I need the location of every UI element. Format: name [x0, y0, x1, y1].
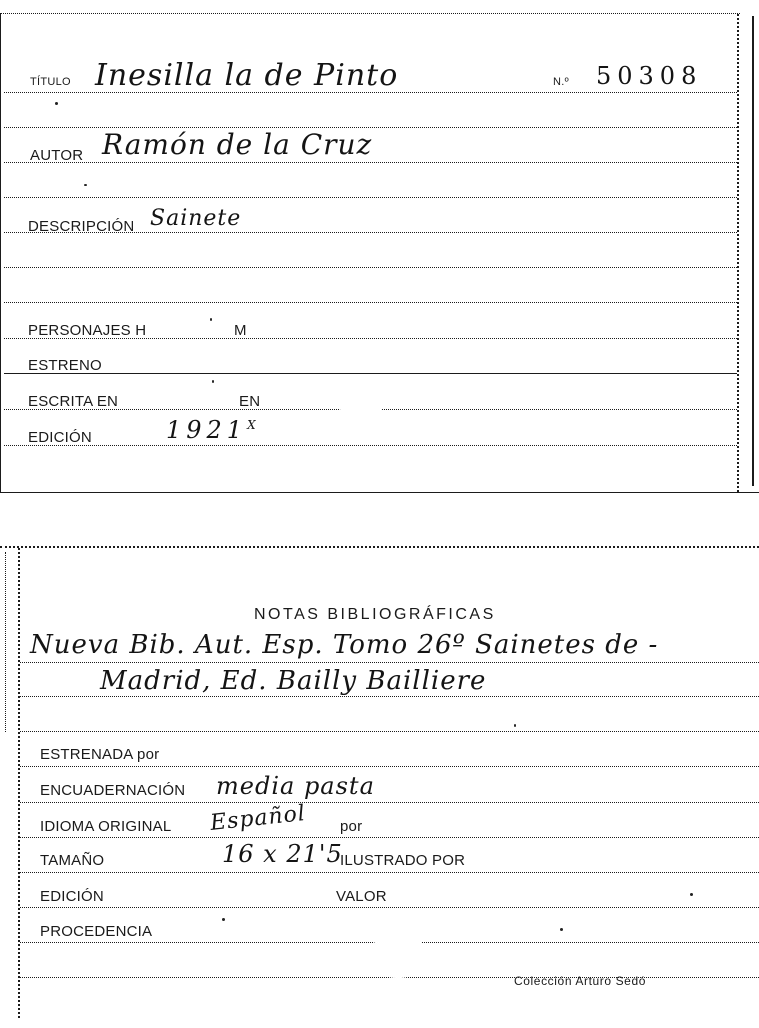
rule: [4, 445, 737, 446]
idioma-value: Español: [208, 801, 308, 836]
rule: [4, 302, 737, 303]
encuadernacion-label: ENCUADERNACIÓN: [40, 782, 186, 799]
back-card: [0, 538, 759, 1028]
notas-line2: Madrid, Ed. Bailly Bailliere: [100, 666, 487, 696]
edicion-label: EDICIÓN: [28, 429, 92, 446]
speck: [690, 893, 693, 896]
descripcion-value: Sainete: [150, 206, 242, 231]
rule: [20, 696, 759, 697]
descripcion-label: DESCRIPCIÓN: [28, 218, 135, 235]
escrita-label: ESCRITA EN: [28, 393, 119, 410]
speck: [84, 184, 87, 186]
personajes-label: PERSONAJES H: [28, 322, 147, 339]
tamano-label: TAMAÑO: [40, 852, 105, 869]
card-left-edge: [0, 14, 1, 492]
estrenada-label: ESTRENADA por: [40, 746, 160, 763]
speck: [560, 928, 563, 931]
rule: [20, 872, 759, 873]
ilustrado-label: ILUSTRADO POR: [340, 852, 466, 869]
speck: [55, 102, 58, 105]
speck: [514, 724, 516, 727]
autor-value: Ramón de la Cruz: [102, 128, 373, 161]
rule-solid: [4, 373, 737, 374]
rule: [4, 267, 737, 268]
escrita-en-label: EN: [239, 393, 261, 410]
tamano-value: 16 x 21'5: [222, 840, 343, 868]
edicion-value: $1921^X$: [166, 416, 261, 444]
rule: [4, 162, 737, 163]
smudge: [368, 934, 428, 978]
rule: [20, 837, 759, 838]
rule: [20, 731, 759, 732]
estreno-label: ESTRENO: [28, 357, 102, 374]
card-top-edge: [0, 546, 759, 548]
speck: [210, 318, 212, 321]
card-top-edge: [0, 13, 740, 14]
notas-line1: Nueva Bib. Aut. Esp. Tomo 26º Sainetes de -: [30, 630, 659, 660]
card-left-outer: [5, 552, 6, 732]
personajes-m-label: M: [234, 322, 247, 339]
idioma-label: IDIOMA ORIGINAL: [40, 818, 172, 835]
encuadernacion-value: media pasta: [216, 772, 375, 800]
rule: [20, 907, 759, 908]
collection-credit: Colección Arturo Sedó: [514, 974, 647, 988]
rule: [4, 197, 737, 198]
card-bottom-edge: [0, 492, 759, 493]
titulo-label: TÍTULO: [30, 76, 71, 88]
numero-label: N.º: [553, 76, 569, 88]
smudge: [336, 400, 386, 442]
titulo-value: Inesilla la de Pinto: [95, 58, 399, 93]
card-right-shadow: [752, 16, 754, 486]
autor-label: AUTOR: [30, 147, 84, 164]
notas-title: NOTAS BIBLIOGRÁFICAS: [254, 606, 496, 623]
rule: [20, 766, 759, 767]
idioma-por-label: por: [340, 818, 363, 835]
valor-label: VALOR: [336, 888, 387, 905]
speck: [222, 918, 225, 921]
rule: [20, 802, 759, 803]
rule: [20, 662, 759, 663]
card-right-edge: [737, 14, 739, 492]
edicion-back-label: EDICIÓN: [40, 888, 104, 905]
procedencia-label: PROCEDENCIA: [40, 923, 153, 940]
speck: [212, 380, 214, 383]
card-left-edge: [18, 548, 20, 1018]
numero-value: 50308: [596, 62, 703, 90]
front-card: [0, 0, 759, 495]
